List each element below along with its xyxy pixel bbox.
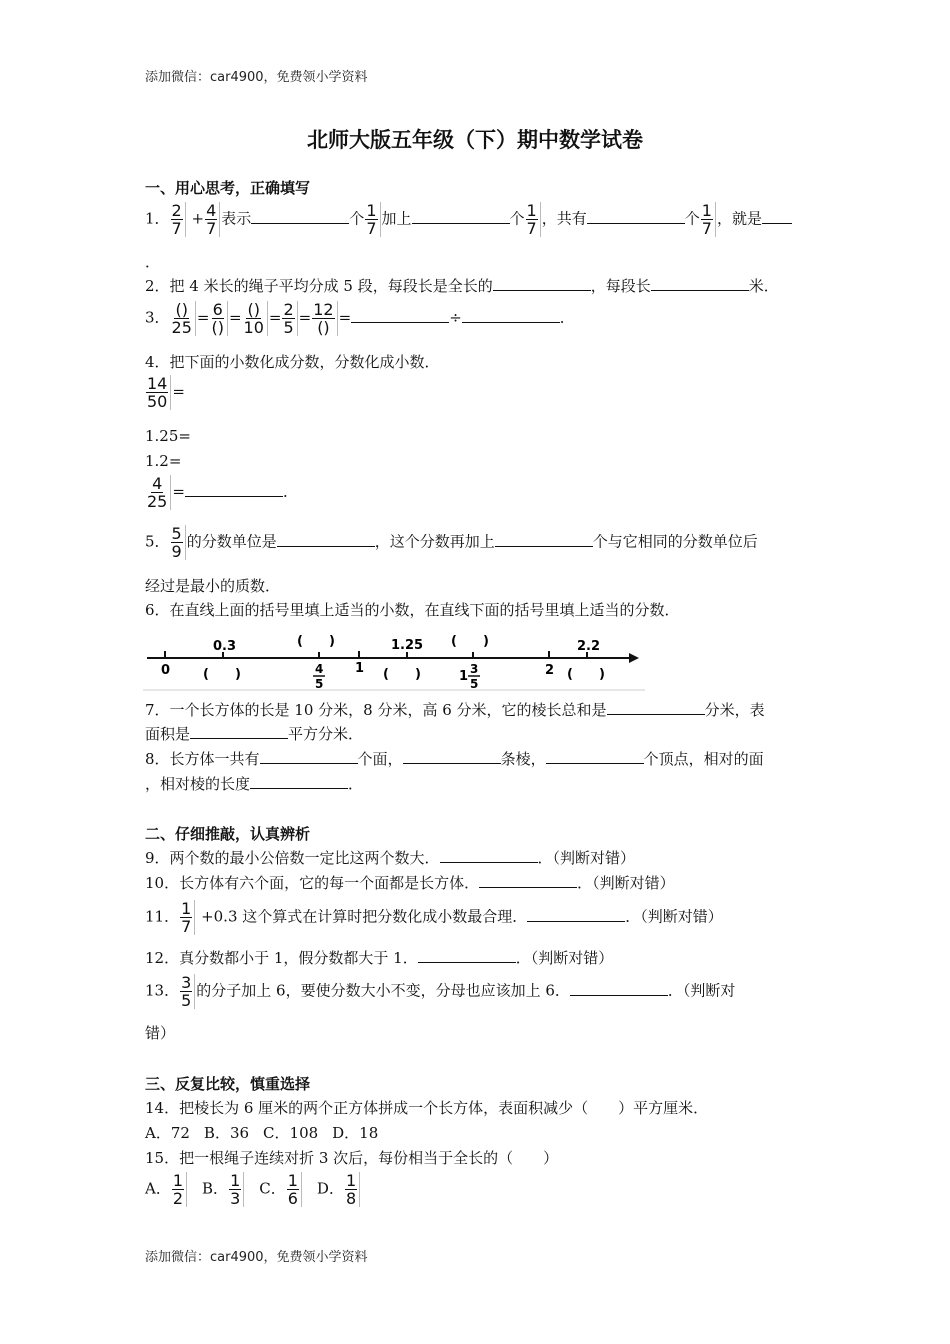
answer-blank[interactable] xyxy=(190,724,288,739)
question-7-cont: 面积是 平方分米． xyxy=(145,725,364,743)
bottom-label: ( ) xyxy=(203,667,241,682)
answer-blank[interactable] xyxy=(570,981,668,996)
fraction: $\frac{1}{3}$ xyxy=(229,1172,244,1207)
answer-blank[interactable] xyxy=(527,907,625,922)
question-1: 1． $\frac{2}{7}$ + $\frac{4}{7}$ 表示 个 $\frac{1}{7}$ 加上 个 $\frac{1}{7}$ ，共有 个 $\frac{1}{7}$ ，就是 xyxy=(145,202,792,237)
question-8-cont: ，相对棱的长度 ． xyxy=(145,775,364,793)
fraction: $\frac{1}{7}$ xyxy=(526,202,541,237)
tick-label: 2 xyxy=(545,663,555,678)
q4-item-2: 1.25= xyxy=(145,427,191,445)
question-7: 7．一个长方体的长是 10 分米，8 分米，高 6 分米，它的棱长总和是 分米，表 xyxy=(145,701,765,719)
header-note: 添加微信：car4900，免费领小学资料 xyxy=(145,70,368,85)
question-13: 13． $\frac{3}{5}$ 的分子加上 6，要使分数大小不变，分母也应该加上 6． ．（判断对 xyxy=(145,973,736,1010)
answer-blank[interactable] xyxy=(462,308,560,323)
answer-blank[interactable] xyxy=(587,209,685,224)
answer-blank[interactable] xyxy=(607,700,705,715)
option-d[interactable]: D．18 xyxy=(332,1124,379,1142)
answer-blank[interactable] xyxy=(418,948,516,963)
top-label: 2.2 xyxy=(577,639,601,654)
answer-blank[interactable] xyxy=(495,532,593,547)
question-12: 12．真分数都小于 1，假分数都大于 1． ．（判断对错） xyxy=(145,949,614,967)
option-a[interactable]: A． $\frac{1}{2}$ xyxy=(145,1172,188,1207)
question-15-options xyxy=(145,1172,375,1207)
fraction: $\frac{4}{7}$ xyxy=(205,202,220,237)
mixed-whole: 1 xyxy=(459,669,469,684)
fraction: $\frac{12}{()}$ xyxy=(312,301,337,336)
answer-blank[interactable] xyxy=(412,209,510,224)
q4-item-4: $\frac{4}{25}$ = ． xyxy=(147,474,298,511)
q4-item-3: 1.2= xyxy=(145,452,182,470)
option-b[interactable]: B．36 xyxy=(203,1124,250,1142)
fraction-numerator: 4 xyxy=(315,662,324,676)
answer-blank[interactable] xyxy=(185,482,283,497)
fraction: $\frac{5}{9}$ xyxy=(171,525,186,560)
option-b[interactable]: B． $\frac{1}{3}$ xyxy=(202,1172,245,1207)
answer-blank[interactable] xyxy=(351,308,449,323)
option-c[interactable]: C．108 xyxy=(263,1124,319,1142)
fraction: $\frac{()}{10}$ xyxy=(243,301,268,336)
question-10: 10．长方体有六个面，它的每一个面都是长方体． ．（判断对错） xyxy=(145,874,675,892)
fraction: $\frac{2}{5}$ xyxy=(282,301,297,336)
fraction: $\frac{14}{50}$ xyxy=(146,375,171,410)
arrow-head xyxy=(629,653,639,663)
option-c[interactable]: C． $\frac{1}{6}$ xyxy=(259,1172,303,1207)
fraction: $\frac{2}{7}$ xyxy=(171,202,186,237)
question-8: 8．长方体一共有 个面， 条棱， 个顶点，相对的面 xyxy=(145,750,764,768)
option-a[interactable]: A．72 xyxy=(145,1124,190,1142)
answer-blank[interactable] xyxy=(651,276,749,291)
answer-blank[interactable] xyxy=(762,209,792,224)
footer-note: 添加微信：car4900，免费领小学资料 xyxy=(145,1250,368,1265)
fraction-numerator: 3 xyxy=(470,662,479,676)
fraction: $\frac{1}{6}$ xyxy=(287,1172,302,1207)
number-line-figure xyxy=(143,626,645,692)
question-15: 15．把一根绳子连续对折 3 次后，每份相当于全长的（ ） xyxy=(145,1149,559,1167)
answer-blank[interactable] xyxy=(250,774,348,789)
fraction: $\frac{1}{7}$ xyxy=(180,900,195,935)
fraction: $\frac{4}{25}$ xyxy=(146,475,171,510)
fraction-denominator: 5 xyxy=(315,677,324,691)
question-13-cont: 错） xyxy=(145,1024,176,1042)
answer-blank[interactable] xyxy=(277,532,375,547)
option-d[interactable]: D． $\frac{1}{8}$ xyxy=(317,1172,361,1207)
q4-item-1: $\frac{14}{50}$ = xyxy=(147,374,185,411)
question-6: 6．在直线上面的括号里填上适当的小数，在直线下面的括号里填上适当的分数． xyxy=(145,601,680,619)
fraction-denominator: 5 xyxy=(470,677,479,691)
fraction: $\frac{3}{5}$ xyxy=(180,974,195,1009)
answer-blank[interactable] xyxy=(251,209,349,224)
tick-label: 1 xyxy=(355,661,365,676)
question-5: 5． $\frac{5}{9}$ 的分数单位是 ，这个分数再加上 个与它相同的分数单位后 xyxy=(145,524,758,561)
fraction: $\frac{6}{()}$ xyxy=(210,301,227,336)
question-9: 9．两个数的最小公倍数一定比这两个数大． ．（判断对错） xyxy=(145,849,636,867)
answer-blank[interactable] xyxy=(493,276,591,291)
top-label: 1.25 xyxy=(391,638,424,653)
top-label: ( ) xyxy=(451,634,489,649)
fraction: $\frac{1}{7}$ xyxy=(701,202,716,237)
question-2: 2．把 4 米长的绳子平均分成 5 段，每段长是全长的 ，每段长 米． xyxy=(145,277,779,295)
question-14-options xyxy=(145,1123,392,1143)
question-11: 11． $\frac{1}{7}$ +0.3 这个算式在计算时把分数化成小数最合理． ．（判断对错） xyxy=(145,899,723,936)
bottom-label: ( ) xyxy=(383,667,421,682)
answer-blank[interactable] xyxy=(479,873,577,888)
section-3-heading: 三、反复比较，慎重选择 xyxy=(145,1075,311,1093)
question-5-cont: 经过是最小的质数． xyxy=(145,577,281,595)
fraction: $\frac{1}{2}$ xyxy=(172,1172,187,1207)
question-4: 4．把下面的小数化成分数，分数化成小数． xyxy=(145,353,440,371)
top-label: ( ) xyxy=(297,634,335,649)
answer-blank[interactable] xyxy=(546,749,644,764)
question-14: 14．把棱长为 6 厘米的两个正方体拼成一个长方体，表面积减少（ ）平方厘米． xyxy=(145,1099,709,1117)
page-title: 北师大版五年级（下）期中数学试卷 xyxy=(307,127,643,152)
fraction: $\frac{()}{25}$ xyxy=(171,301,196,336)
fraction: $\frac{1}{7}$ xyxy=(365,202,380,237)
answer-blank[interactable] xyxy=(403,749,501,764)
tick-label: 0 xyxy=(161,663,171,678)
bottom-label: ( ) xyxy=(567,667,605,682)
fraction: $\frac{1}{8}$ xyxy=(345,1172,360,1207)
section-1-heading: 一、用心思考，正确填写 xyxy=(145,179,311,197)
answer-blank[interactable] xyxy=(440,848,538,863)
answer-blank[interactable] xyxy=(260,749,358,764)
top-label: 0.3 xyxy=(213,639,237,654)
question-1-tail: ． xyxy=(145,253,161,271)
section-2-heading: 二、仔细推敲，认真辨析 xyxy=(145,825,311,843)
question-3: 3． $\frac{()}{25}$ = $\frac{6}{()}$ = $\frac{()}{10}$ = $\frac{2}{5}$ = $\frac{12}{()}$ = ÷ ． xyxy=(145,300,575,337)
